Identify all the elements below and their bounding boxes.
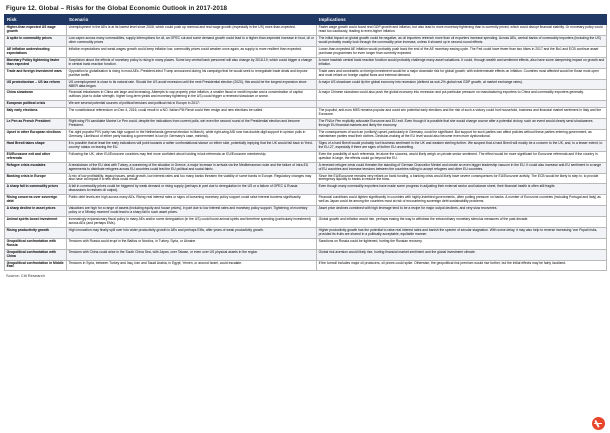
cell-scenario: Increasingly expansionary fiscal policy in many AEs and/or some deregulation (in the US) could boost animal spirits and therefore spending (particularly investment) across AEs (and perhaps EMs). xyxy=(67,217,317,228)
cell-risk: Higher-than expected US wage growth xyxy=(5,25,67,36)
cell-implications: Sanctions on Russia could be tightened, hurting the Russian recovery. xyxy=(317,238,607,249)
cell-scenario: It is possible that at least the early indications will point towards a rather confrontational stance on either side, potentially implying that the UK would fall back to 'third-country' status on leaving the EU. xyxy=(67,140,317,151)
cell-risk: Geopolitical confrontation in Middle East xyxy=(5,260,67,271)
cell-implications: The consequences of such an (unlikely) upset, particularly in Germany, could be significant. But support for such parties can affect policies without these parties entering government, as mainstream parties read their clothes. Decision-making at the EU level would also become even more dysfunctional. xyxy=(317,130,607,141)
column-header-risk: Risk xyxy=(5,15,67,25)
cell-scenario: A fall in commodity prices could be triggered by weak demand or rising supply (perhaps in part due to deregulation in the US or a failure of OPEC & Russia discussions to restrain oil output). xyxy=(67,184,317,195)
cell-risk: US protectionism – US tax reform xyxy=(5,79,67,90)
cell-implications: If the turmoil includes major oil producers, oil prices could spike. Otherwise, the geopolitical risk premium would rise further, but the initial effects may be fairly localized. xyxy=(317,260,607,271)
cell-risk: Hard Brexit takes shape xyxy=(5,140,67,151)
cell-implications: Faster wage growth could boost real GDP growth and inflation, but also lead to more monetary tightening than is currently priced, which could disrupt financial stability. Or monetary policy could react too cautiously, leading to even-higher inflation. xyxy=(317,25,607,36)
cell-implications: A more hawkish central bank reaction function would probably challenge many asset valuations. It could, through wealth and sentiment effects, also have some dampening impact on growth and inflation. xyxy=(317,57,607,68)
cell-risk: Upset in other European elections xyxy=(5,130,67,141)
cell-implications: Lower-than-expected AE inflation would probably push back the end of the AE monetary easing cycle. The Fed could have fewer than two hikes in 2017 and the BoJ and ECB continue asset purchase programmes for even longer than currently expected xyxy=(317,46,607,57)
source-note: Source: Citi Research xyxy=(6,273,45,279)
table-row xyxy=(5,140,607,151)
table-body xyxy=(5,25,607,271)
column-header-implications: Implications xyxy=(317,15,607,25)
cell-scenario: Right-wing FN candidate Marine Le Pen could, despite the indications from current polls, win even the second round of the Presidential election and become President. xyxy=(67,119,317,130)
cell-risk: Le Pen as French President xyxy=(5,119,67,130)
cell-risk: Refugee crisis escalates xyxy=(5,162,67,173)
table-header-row xyxy=(5,15,607,25)
cell-implications: Even the possibility of such referenda, let alone the success, would likely weigh on private sector sentiment. The effect would be more significant for Eurozone referenda and if the country in question is large, the effects could go beyond the EU. xyxy=(317,151,607,162)
cell-scenario: High innovation may finally spill over into wider productivity growth in AEs and perhaps EMs, after years of weak productivity growth. xyxy=(67,227,317,238)
cell-implications: A major Chinese slowdown could also push the global economy into recession and put particular pressure on manufacturing exporters to China and commodity exporters generally. xyxy=(317,90,607,101)
column-header-scenario: Scenario xyxy=(67,15,317,25)
cell-scenario: Public debt levels are high across many AEs. Rising real interest rates or signs of loosening monetary policy support could raise interest burdens significantly. xyxy=(67,195,317,206)
cell-scenario: A mix of low profitability, legacy issues, weak growth, low interest rates and too many banks threaten the viability of some banks in Europe. Regulatory changes may also have an impact if a new crisis could result. xyxy=(67,173,317,184)
cell-implications: Global risk aversion would likely rise, hurting financial market sentiment and the global investment climate. xyxy=(317,249,607,260)
cell-risk: Rising concerns over sovereign debt xyxy=(5,195,67,206)
cell-scenario: Valuations are high for a range of assets (including equity and house prices), in part due to low interest rates and monetary policy support. Tightening of monetary policy or a 'Minsky moment' could lead to a sharp fall in such asset prices. xyxy=(67,206,317,217)
table-row xyxy=(5,162,607,173)
cell-implications: The populist, anti-euro M5S remains popular and could win potential early elections and the risk of such a victory could hurt household, business and financial market sentiment in Italy and the Eurozone. xyxy=(317,108,607,119)
table-row xyxy=(5,217,607,228)
cell-implications: Since the EU/Eurozone remains very reliant on bank funding, a banking crisis would likely have severe consequences for EU/Eurozone activity. The ECB would be likely to step in, to provide emergency liquidity to banks to reduce the blow. xyxy=(317,173,607,184)
cell-risk: Geopolitical confrontation with Russia xyxy=(5,238,67,249)
cell-scenario: Opposition to globalisation is rising in most AEs. President-elect Trump announced during his campaign that he would seek to renegotiate trade deals and impose punitive tariffs. xyxy=(67,68,317,79)
cell-implications: Trade wars and constraints on foreign investment would be a major downside risk for global growth, with indeterminate effects on inflation. Countries most affected would be those most open and most reliant on foreign capital flows and external demand. xyxy=(317,68,607,79)
risks-table xyxy=(4,14,607,271)
cell-risk: Monetary Policy tightening faster than expected xyxy=(5,57,67,68)
cell-implications: The initial impact on global growth could be negative, as oil importers retrench more than oil exporters increase spending. Across AEs, central banks of commodity importers (including the US) would probably mostly look through the commodity price increase, unless it showed up in second-round effects. xyxy=(317,36,607,47)
cell-scenario: Low capex across many commodities, supply interruptions for oil, an OPEC cut and some demand growth could lead to a higher-than-expected increase in food, oil or other commodity prices xyxy=(67,36,317,47)
table-row xyxy=(5,249,607,260)
table-row xyxy=(5,119,607,130)
cell-risk: AE inflation undershooting expectations xyxy=(5,46,67,57)
cell-scenario: Tensions in Syria, between Turkey and Iraq, Iran and Saudi Arabia, in Egypt, Yemen, or around Israel, could escalate. xyxy=(67,260,317,271)
cell-risk: Animal spirits boost investment xyxy=(5,217,67,228)
table-row xyxy=(5,101,607,108)
table-row xyxy=(5,90,607,101)
table-row xyxy=(5,57,607,68)
table-row xyxy=(5,173,607,184)
table-row xyxy=(5,260,607,271)
table-row xyxy=(5,238,607,249)
cell-risk: A spike in commodity prices xyxy=(5,36,67,47)
cell-risk: Trade and foreign investment wars xyxy=(5,68,67,79)
table-row xyxy=(5,227,607,238)
cell-implications: Even though many commodity exporters have made some progress in adjusting their external sector and balance sheet, their financial health is often still fragile. xyxy=(317,184,607,195)
cell-risk: China slowdown xyxy=(5,90,67,101)
cell-implications xyxy=(317,101,607,108)
table-row xyxy=(5,130,607,141)
cell-implications: Asset price declines combined with high leverage tend to be a recipe for major output declines, and very slow recoveries. xyxy=(317,206,607,217)
cell-risk: Italy early elections xyxy=(5,108,67,119)
citi-logo-icon xyxy=(592,417,605,430)
cell-scenario: Tensions with China could arise in the South China Sea, with Japan, over Taiwan, or even over US physical assets in the region. xyxy=(67,249,317,260)
cell-implications: Higher productivity growth has the potential to raise real interest rates and banish the spectre of secular stagnation. With some delay, it may also help to reverse increasing 'von Popali risks, provided its fruits are shared in a politically acceptable, equitable manner. xyxy=(317,227,607,238)
table-row xyxy=(5,36,607,47)
cell-scenario: A breakdown of the EU deal with Turkey, a worsening of the situation in Greece, a major increase in arrivals via the Mediterranean route and the failure of intra-EU agreements to distribute refugees across EU countries could test the EU political and social fabric. xyxy=(67,162,317,173)
cell-scenario: Scepticism about the effects of monetary policy is rising in many places. Some key central bank personnel will also change by 2018-19, which could trigger a change in central bank reaction function. xyxy=(67,57,317,68)
table-row xyxy=(5,46,607,57)
table-row xyxy=(5,108,607,119)
table-row xyxy=(5,195,607,206)
cell-risk: Geopolitical confrontation with China xyxy=(5,249,67,260)
cell-scenario: Financial imbalances in China are large and increasing. Attempts to cap property price inflation, a smaller fiscal or credit impulse and a concentration of capital outflows (due to dollar strength, higher long-term yields and monetary tightening in the US) could trigger a renewed slowdown or worse. xyxy=(67,90,317,101)
cell-scenario: US unemployment is close to its natural rate. Should the US avoid recession until the next Presidential election (2020), this would be the longest expansion since NBER data began. xyxy=(67,79,317,90)
cell-risk: Rising productivity growth xyxy=(5,227,67,238)
table-row xyxy=(5,25,607,36)
cell-scenario: Far-right populist PVV party has high support in the Netherlands (general election in March), while right-wing AfD now has double-digit support in opinion polls in Germany. Likelihood of either party backing a government is low (in Germany's case, minimal). xyxy=(67,130,317,141)
cell-risk: European political crisis xyxy=(5,101,67,108)
cell-scenario: The constitutional referendum on Dec 4, 2016, could result in a NO. Italian PM Renzi could then resign and new elections be called. xyxy=(67,108,317,119)
table-row xyxy=(5,79,607,90)
cell-scenario: Following the UK, other EU/Eurozone countries may feel more confident about holding in/out referenda on EU/Eurozone membership. xyxy=(67,151,317,162)
cell-implications: A major US slowdown could tip the global economy into recession (defined as sub-2% global real GDP growth, at market exchange rates). xyxy=(317,79,607,90)
table-row xyxy=(5,184,607,195)
cell-implications: A renewed refugee crisis could threaten the standing of German Chancellor Merkel and create an even bigger leadership vacuum in the EU. It could also increase anti-EU sentiment in a range of EU countries and increase tensions between the countries willing to accept refugees and other EU countries. xyxy=(317,162,607,173)
cell-risk: Banking crisis in Europe xyxy=(5,173,67,184)
cell-risk: EU/Eurozone exit and other referenda xyxy=(5,151,67,162)
cell-implications: Global growth and inflation would rise, perhaps easing the way to withdraw the extraordinary monetary stimulus measures of the past decade. xyxy=(317,217,607,228)
cell-risk: A sharp fall in commodity prices xyxy=(5,184,67,195)
cell-implications: Financial conditions could tighten significantly in countries with highly-indebted governments, often putting pressure on banks. A number of Eurozone countries (including Portugal and Italy) as well as Japan could be among the countries most at risk of encountering sovereign debt sustainability problems. xyxy=(317,195,607,206)
cell-risk: A sharp decline in asset prices xyxy=(5,206,67,217)
table-row xyxy=(5,151,607,162)
cell-scenario: Tensions with Russia could erupt in the Baltics or Nordics, in Turkey, Syria, or Ukraine. xyxy=(67,238,317,249)
table-row xyxy=(5,206,607,217)
cell-scenario: Unemployment in the AEs is at its lowest level since 2008, which could push up nominal and real wage growth (especially in the US) more-than-expected. xyxy=(67,25,317,36)
cell-scenario: We see several potential sources of political tensions and political risk in Europe in 2017: xyxy=(67,101,317,108)
figure-title: Figure 12. Global – Risks for the Global Economic Outlook in 2017-2018 xyxy=(6,5,228,12)
cell-implications: The FN/Le Pen explicitly advocate Eurozone and EU exit. Even though it is possible that she would change course after a potential victory, such an event would clearly send shockwaves through EU financial markets and likely the economy. xyxy=(317,119,607,130)
cell-implications: Signs of a hard Brexit would probably hurt business sentiment in the UK and weaken sterling further. We suspect that a hard Brexit will mostly be a concern to the UK, and, to a lesser extent, to the EU-27, especially if there are signs of further EU unravelling. xyxy=(317,140,607,151)
table-row xyxy=(5,68,607,79)
cell-scenario: Inflation expectations and weak wages growth could keep inflation low, commodity prices could weaken once again, as supply is more resilient than expected. xyxy=(67,46,317,57)
